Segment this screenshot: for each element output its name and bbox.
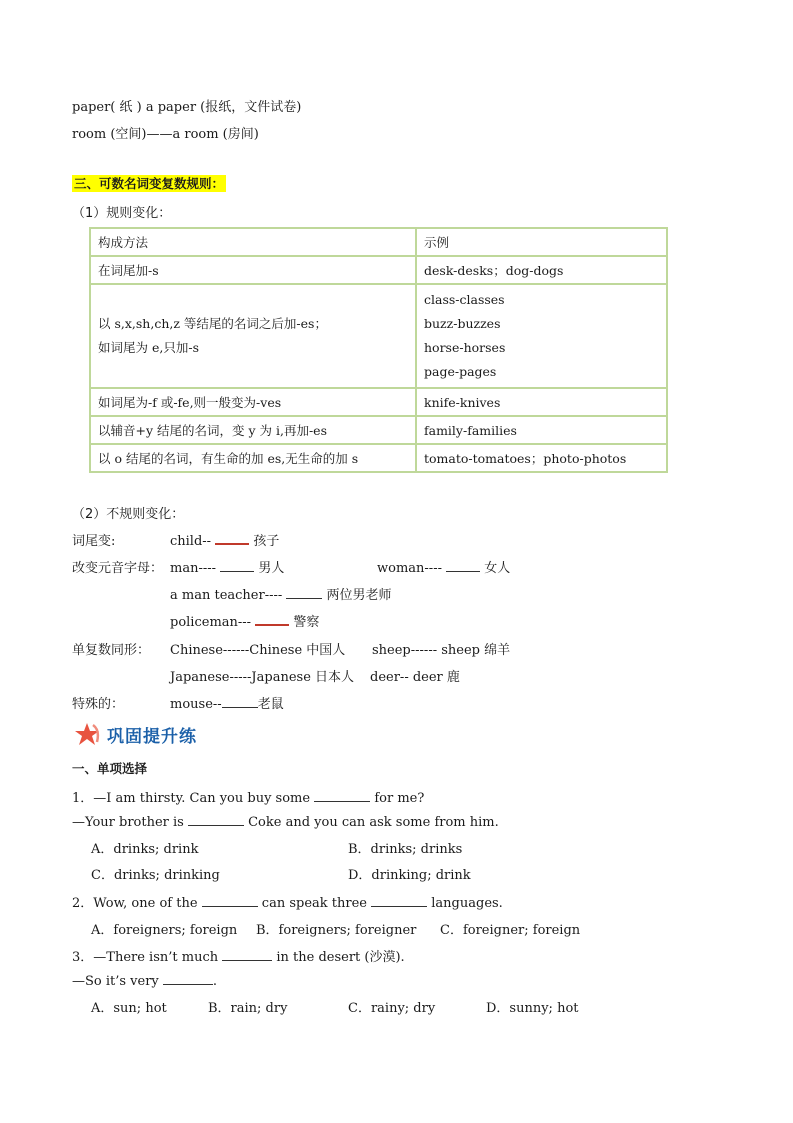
table-cell-method [90,256,416,284]
q2-stem-mid: can speak three [261,896,367,911]
star-icon [75,722,101,746]
q3-option-d[interactable]: D．sunny; hot [486,1001,579,1016]
policeman-row [170,611,319,630]
answer-blank[interactable] [371,894,427,907]
answer-blank[interactable] [222,948,272,961]
man-teacher-word: a man teacher---- [170,588,283,603]
q1-stem-a-text: 1．—I am thirsty. Can you buy some [72,791,311,806]
vowel-label: 改变元音字母： [72,561,164,576]
table-row [90,256,667,284]
chinese-row: Chinese------Chinese 中国人 [170,643,346,658]
deer-row: deer-- deer 鹿 [370,670,460,685]
method-text: 以 o 结尾的名词，有生命的加 es,无生命的加 s [98,451,359,466]
policeman-cn: 警察 [293,615,320,630]
suffix-label: 词尾变: [72,534,116,549]
man-teacher-cn: 两位男老师 [326,588,392,603]
table-cell-method [90,416,416,444]
example-text: tomato-tomatoes；photo-photos [424,451,627,466]
method-text: 如词尾为-f 或-fe,则一般变为-ves [98,395,282,410]
japanese-row: Japanese-----Japanese 日本人 [170,670,355,685]
q3-stem-a-end: in the desert (沙漠). [276,950,405,965]
method-text: 以 s,x,sh,ch,z 等结尾的名词之后加-es； [98,316,327,331]
child-row [170,530,279,549]
child-word: child-- [170,534,212,549]
sheep-row: sheep------ sheep 绵羊 [372,643,511,658]
answer-blank[interactable] [286,586,322,599]
q2-option-a[interactable]: A．foreigners; foreign [91,923,238,938]
regular-label: （1）规则变化： [72,206,172,221]
example-text: class-classes [424,292,505,307]
man-cn: 男人 [258,561,285,576]
mouse-row [170,693,284,712]
section3-title [72,174,226,192]
answer-blank[interactable] [215,531,249,545]
example-text: knife-knives [424,394,501,410]
table-row [90,416,667,444]
table-cell-example [416,256,667,284]
answer-blank[interactable] [446,559,480,572]
q3-stem-a-text: 3．—There isn’t much [72,950,219,965]
answer-blank[interactable] [163,972,213,985]
table-cell-example [416,388,667,416]
method-text: 在词尾加-s [98,263,159,278]
q3-stem-a [72,946,405,965]
child-cn: 孩子 [253,534,280,549]
table-cell-method [90,388,416,416]
q2-stem [72,892,503,911]
answer-blank[interactable] [202,894,258,907]
q2-option-b[interactable]: B．foreigners; foreigner [256,923,417,938]
answer-blank[interactable] [188,813,244,826]
answer-blank[interactable] [314,789,370,802]
plural-rules-table [89,227,668,473]
table-header-row [90,228,667,256]
table-header-example: 示例 [416,228,667,256]
woman-word: woman---- [377,561,442,576]
woman-cn: 女人 [484,561,511,576]
q1-stem-a [72,787,424,806]
q3-option-c[interactable]: C．rainy; dry [348,1001,436,1016]
man-word: man---- [170,561,217,576]
part1-label: 一、单项选择 [72,761,148,776]
table-row [90,388,667,416]
table-cell-example [416,284,667,388]
q3-stem-b-end: . [212,974,218,989]
q1-option-d[interactable]: D．drinking; drink [348,868,471,883]
method-text: 如词尾为 e,只加-s [98,340,199,355]
q3-option-a[interactable]: A．sun; hot [91,1001,167,1016]
intro-line-paper: paper( 纸 ) a paper (报纸，文件试卷) [72,100,302,115]
table-cell-method [90,444,416,472]
q1-stem-b [72,813,499,830]
example-text: page-pages [424,364,497,379]
table-header-method: 构成方法 [90,228,416,256]
policeman-word: policeman--- [170,615,252,630]
table-row [90,444,667,472]
practice-section-title [75,721,197,747]
example-text: family-families [424,422,517,438]
answer-blank[interactable] [220,559,254,572]
example-text: desk-desks；dog-dogs [424,263,564,278]
q1-stem-b-end: Coke and you can ask some from him. [248,815,499,830]
intro-line-room: room (空间)——a room (房间) [72,127,259,142]
answer-blank[interactable] [222,695,258,708]
q1-option-c[interactable]: C．drinks; drinking [91,868,220,883]
method-text: 以辅音+y 结尾的名词，变 y 为 i,再加-es [98,423,327,438]
same-label: 单复数同形： [72,643,151,658]
q3-stem-b-text: —So it’s very [72,974,159,989]
q3-stem-b [72,972,217,989]
man-row [170,557,284,576]
q1-stem-b-text: —Your brother is [72,815,184,830]
man-teacher-row [170,584,392,603]
irregular-label: （2）不规则变化： [72,507,185,522]
table-cell-method [90,284,416,388]
special-label: 特殊的： [72,697,125,712]
q2-stem-a: 2．Wow, one of the [72,896,198,911]
table-cell-example [416,416,667,444]
table-cell-example [416,444,667,472]
q1-option-a[interactable]: A．drinks; drink [91,842,199,857]
q1-option-b[interactable]: B．drinks; drinks [348,842,463,857]
q1-stem-a-end: for me? [374,791,425,806]
section3-title-text: 三、可数名词变复数规则： [74,176,225,191]
q3-option-b[interactable]: B．rain; dry [208,1001,288,1016]
woman-row [377,557,510,576]
q2-option-c[interactable]: C．foreigner; foreign [440,923,581,938]
q2-stem-end: languages. [431,896,503,911]
mouse-word: mouse-- [170,697,222,712]
practice-title: 巩固提升练 [107,726,197,747]
example-text: buzz-buzzes [424,316,501,331]
table-row [90,284,667,388]
answer-blank[interactable] [255,612,289,626]
example-text: horse-horses [424,340,506,355]
mouse-cn: 老鼠 [257,697,284,712]
